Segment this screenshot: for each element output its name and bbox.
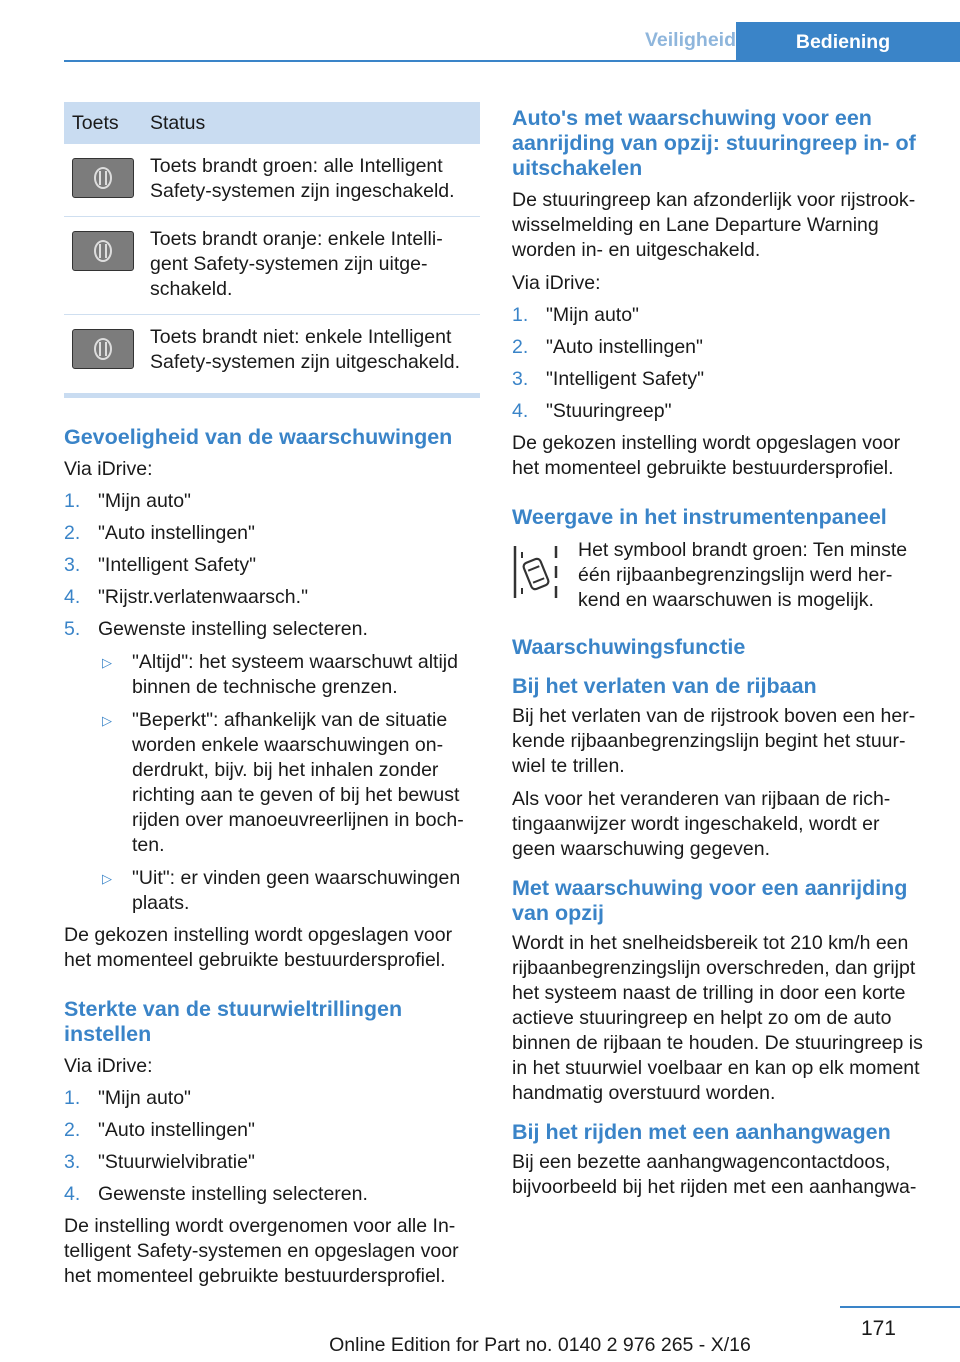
table-row (64, 315, 480, 396)
table-cell-status: Toets brandt oranje: enkele Intelligent Safety-systemen zijn uitgeschakeld. (142, 217, 480, 315)
step-text: "Mijn auto" (98, 1087, 191, 1109)
table-header-status: Status (142, 102, 480, 144)
list-item (512, 335, 928, 360)
list-item (64, 521, 480, 546)
section-title-weergave: Weergave in het instrumentenpaneel (512, 505, 887, 529)
step-number: 3. (64, 1151, 81, 1173)
list-item (64, 1118, 480, 1143)
via-idrive-text: Via iDrive: (64, 1055, 153, 1077)
body-text: Als voor het veranderen van rijbaan de richtingaanwijzer wordt ingeschakeld, wordt er geen waarschuwing gegeven. (512, 788, 891, 860)
step-number: 4. (64, 1183, 81, 1205)
triangle-bullet-icon: ▷ (102, 871, 112, 886)
step-text: Gewenste instelling selecteren. (98, 618, 368, 640)
list-item (512, 303, 928, 328)
steps-list-stuuringreep (512, 303, 928, 424)
list-item (64, 489, 480, 514)
sub-item-text: "Altijd": het systeem waarschuwt altijd binnen de technische grenzen. (132, 651, 458, 698)
header-tab-veiligheid[interactable]: Veiligheid (644, 29, 736, 51)
step-number: 4. (512, 400, 529, 422)
outro-text: De instelling wordt overgenomen voor alle Intelligent Safety-systemen en opgeslagen voor het momenteel gebruikte bestuurdersprofiel. (64, 1215, 459, 1287)
list-item (512, 367, 928, 392)
table-header-row (64, 102, 480, 144)
footer-rule (840, 1306, 960, 1308)
section-title-sterkte: Sterkte van de stuurwieltrillingen instellen (64, 997, 403, 1046)
step-number: 2. (64, 522, 81, 544)
step-number: 1. (512, 304, 529, 326)
table-row (64, 144, 480, 217)
step-number: 1. (64, 1087, 81, 1109)
header-tab-bediening-label: Bediening (795, 30, 891, 53)
table-row (64, 217, 480, 315)
left-column (64, 102, 480, 1289)
sub-list-item (98, 866, 480, 916)
step-text: "Auto instellingen" (98, 522, 255, 544)
list-item (64, 1086, 480, 1111)
via-idrive-text: Via iDrive: (512, 272, 601, 294)
lane-assist-button-green-icon (72, 158, 134, 198)
sub-list-item (98, 708, 480, 858)
section-title-aanhangwagen: Bij het rijden met een aanhangwagen (512, 1120, 891, 1144)
step-text: "Auto instellingen" (546, 336, 703, 358)
step-text: "Rijstr.verlatenwaarsch." (98, 586, 308, 608)
footer-edition: Online Edition for Part no. 0140 2 976 265 - X/16 (329, 1334, 751, 1356)
section-title-verlaten-rijbaan: Bij het verlaten van de rijbaan (512, 674, 817, 698)
section-title-waarschuwingsfunctie: Waarschuwingsfunctie (512, 635, 746, 659)
right-column (512, 102, 928, 1200)
triangle-bullet-icon: ▷ (102, 655, 112, 670)
step-number: 4. (64, 586, 81, 608)
body-text: Bij een bezette aanhangwagencontactdoos, bijvoorbeeld bij het rijden met een aanhangwa- (512, 1151, 917, 1198)
page-number: 171 (860, 1317, 896, 1340)
header-tab-bediening[interactable] (736, 22, 960, 62)
step-text: "Intelligent Safety" (98, 554, 257, 576)
triangle-bullet-icon: ▷ (102, 713, 112, 728)
status-table (64, 102, 480, 398)
table-cell-status: Toets brandt niet: enkele Intelligent Safety-systemen zijn uitgeschakeld. (142, 315, 480, 396)
body-text: Het symbool brandt groen: Ten minste één rijbaanbegrenzingslijn werd herkend en waarschuwen is mogelijk. (578, 539, 908, 611)
section-title-aanrijding-opzij: Met waarschuwing voor een aanrijding van opzij (512, 876, 908, 925)
step-text: "Mijn auto" (98, 490, 191, 512)
lane-assist-button-orange-icon (72, 231, 134, 271)
steps-list-gevoeligheid (64, 489, 480, 916)
section-title-stuuringreep: Auto's met waarschuwing voor een aanrijding van opzij: stuuringreep in- of uitschakelen (512, 106, 916, 180)
sub-options-list (98, 650, 480, 916)
table-header-toets: Toets (64, 102, 142, 144)
symbol-block (512, 538, 928, 613)
step-number: 3. (64, 554, 81, 576)
step-number: 3. (512, 368, 529, 390)
step-text: Gewenste instelling selecteren. (98, 1183, 368, 1205)
header-rule (64, 60, 960, 62)
lane-departure-symbol-icon (512, 544, 560, 598)
steps-list-sterkte (64, 1086, 480, 1207)
table-cell-status: Toets brandt groen: alle Intelligent Safety-systemen zijn ingeschakeld. (142, 144, 480, 217)
lane-assist-button-off-icon (72, 329, 134, 369)
list-item (64, 1150, 480, 1175)
list-item (64, 585, 480, 610)
step-text: "Intelligent Safety" (546, 368, 705, 390)
via-idrive-text: Via iDrive: (64, 458, 153, 480)
step-number: 5. (64, 618, 81, 640)
step-number: 1. (64, 490, 81, 512)
step-number: 2. (64, 1119, 81, 1141)
list-item (512, 399, 928, 424)
body-text: De stuuringreep kan afzonderlijk voor rijstrookwisselmelding en Lane Departure Warning worden in- en uitgeschakeld. (512, 189, 916, 261)
step-text: "Mijn auto" (546, 304, 639, 326)
outro-text: De gekozen instelling wordt opgeslagen voor het momenteel gebruikte bestuurdersprofiel. (512, 432, 901, 479)
sub-item-text: "Beperkt": afhankelijk van de situatie worden enkele waarschuwingen onderdrukt, bijv. bij het inhalen zonder richting aan te geven of bij het bewust rijden over manoeuvreerlijnen in bochten. (132, 709, 464, 856)
list-item (64, 553, 480, 578)
step-text: "Stuurwielvibratie" (98, 1151, 255, 1173)
step-number: 2. (512, 336, 529, 358)
list-item (64, 617, 480, 916)
sub-item-text: "Uit": er vinden geen waarschuwingen plaats. (132, 867, 461, 914)
outro-text: De gekozen instelling wordt opgeslagen voor het momenteel gebruikte bestuurdersprofiel. (64, 924, 453, 971)
section-title-gevoeligheid: Gevoeligheid van de waarschuwingen (64, 425, 453, 449)
step-text: "Auto instellingen" (98, 1119, 255, 1141)
step-text: "Stuuringreep" (546, 400, 672, 422)
body-text: Bij het verlaten van de rijstrook boven een herkende rijbaanbegrenzingslijn begint het stuurwiel te trillen. (512, 705, 916, 777)
body-text: Wordt in het snelheidsbereik tot 210 km/h een rijbaanbegrenzingslijn overschreden, dan grijpt het systeem naast de trilling in door een korte actieve stuuringreep en helpt zo om de auto binnen de rijbaan te houden. De stuuringreep is in het stuurwiel voelbaar en kan op elk moment handmatig overstuurd worden. (512, 932, 923, 1104)
list-item (64, 1182, 480, 1207)
sub-list-item (98, 650, 480, 700)
